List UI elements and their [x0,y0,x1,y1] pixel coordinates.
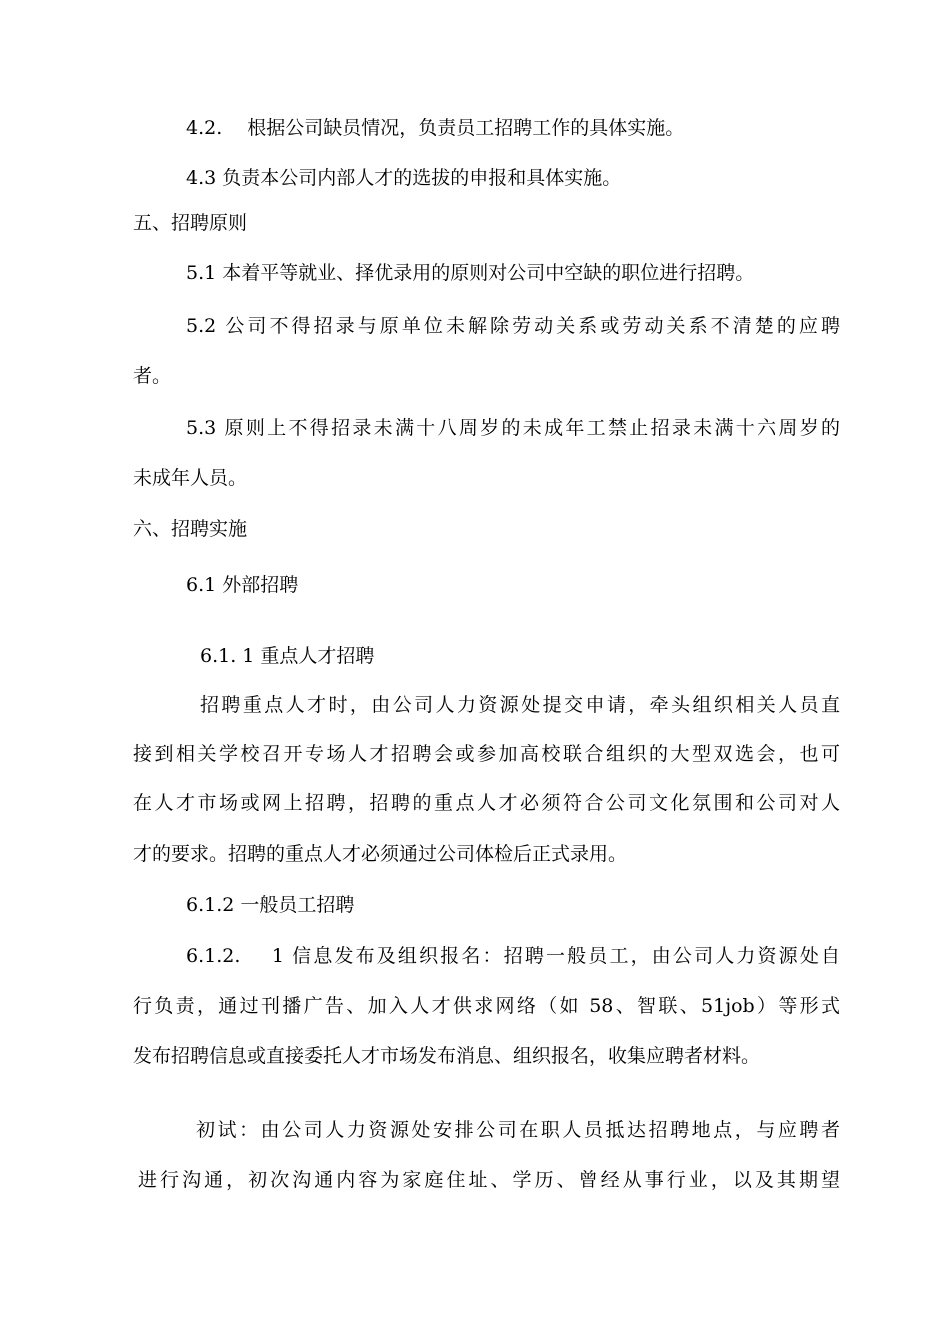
paragraph-key-talent-line-2: 接到相关学校召开专场人才招聘会或参加高校联合组织的大型双选会，也可 [133,743,840,765]
subsection-6-1-2: 6.1.2 一般员工招聘 [186,894,355,916]
paragraph-6-1-2-1-line-3: 发布招聘信息或直接委托人才市场发布消息、组织报名，收集应聘者材料。 [133,1045,761,1067]
paragraph-4-3: 4.3 负责本公司内部人才的选拔的申报和具体实施。 [186,167,622,189]
paragraph-5-1: 5.1 本着平等就业、择优录用的原则对公司中空缺的职位进行招聘。 [186,262,755,284]
paragraph-5-2-line-2: 者。 [133,365,172,387]
paragraph-initial-interview-line-1: 初试：由公司人力资源处安排公司在职人员抵达招聘地点，与应聘者 [196,1119,840,1141]
paragraph-key-talent-line-1: 招聘重点人才时，由公司人力资源处提交申请，牵头组织相关人员直 [200,694,840,716]
subsection-6-1: 6.1 外部招聘 [186,574,299,596]
subsection-6-1-1: 6.1. 1 重点人才招聘 [200,645,375,667]
paragraph-key-talent-line-4: 才的要求。招聘的重点人才必须通过公司体检后正式录用。 [133,843,628,865]
paragraph-initial-interview-line-2: 进行沟通，初次沟通内容为家庭住址、学历、曾经从事行业，以及其期望 [138,1169,840,1191]
paragraph-5-3-line-1: 5.3 原则上不得招录未满十八周岁的未成年工禁止招录未满十六周岁的 [186,417,840,439]
paragraph-key-talent-line-3: 在人才市场或网上招聘，招聘的重点人才必须符合公司文化氛围和公司对人 [133,792,840,814]
paragraph-5-3-line-2: 未成年人员。 [133,467,248,489]
paragraph-6-1-2-1-line-2: 行负责，通过刊播广告、加入人才供求网络（如 58、智联、51job）等形式 [133,995,840,1017]
section-heading-5: 五、招聘原则 [133,212,248,234]
paragraph-6-1-2-1-line-1: 6.1.2. 1 信息发布及组织报名：招聘一般员工，由公司人力资源处自 [186,945,840,967]
paragraph-4-2: 4.2. 根据公司缺员情况，负责员工招聘工作的具体实施。 [186,117,685,139]
paragraph-5-2-line-1: 5.2 公司不得招录与原单位未解除劳动关系或劳动关系不清楚的应聘 [186,315,840,337]
section-heading-6: 六、招聘实施 [133,518,248,540]
